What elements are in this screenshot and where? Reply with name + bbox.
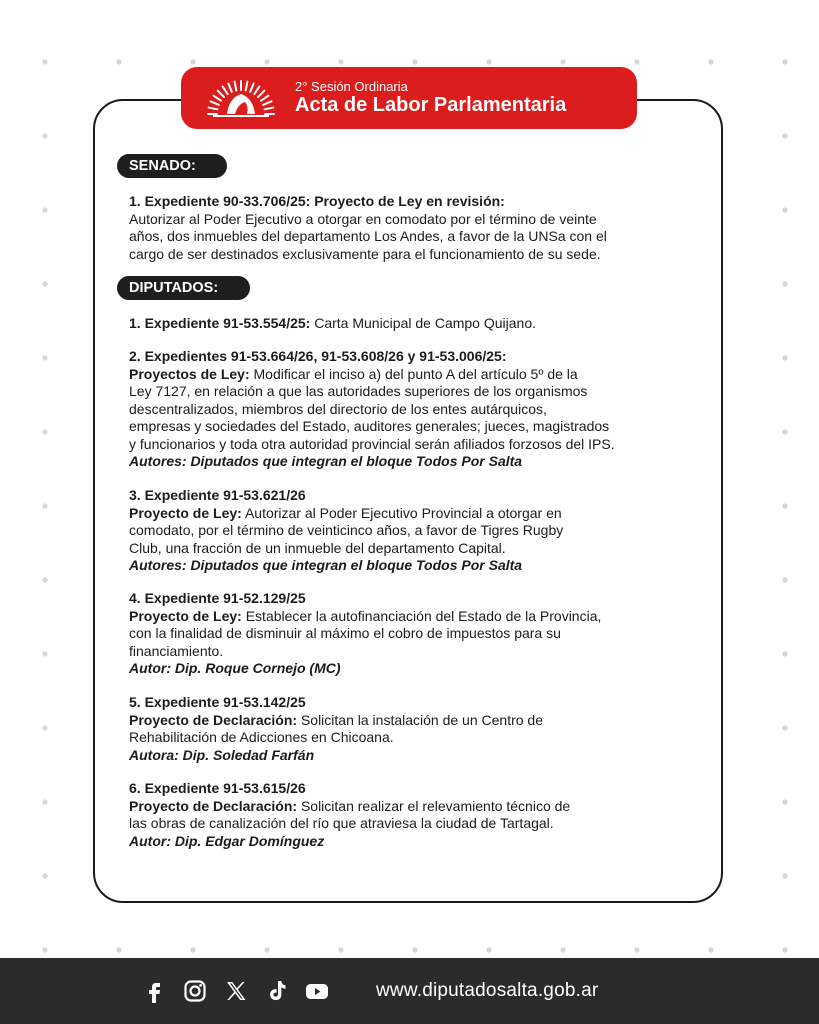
item-author: Autores: Diputados que integran el bloque Todos Por Salta xyxy=(129,453,523,469)
senado-item-line: años, dos inmuebles del departamento Los Andes, a favor de la UNSa con el xyxy=(129,228,607,244)
item-type: Proyecto de Ley: xyxy=(129,607,242,624)
x-icon[interactable] xyxy=(224,979,248,1003)
item-heading: 3. Expediente 91-53.621/26 xyxy=(129,487,306,503)
senado-item-line: cargo de ser destinados exclusivamente para el funcionamiento de su sede. xyxy=(129,245,601,262)
item-heading: 2. Expedientes 91-53.664/26, 91-53.608/26 y 91-53.006/25: xyxy=(129,348,507,364)
facebook-icon[interactable] xyxy=(143,979,167,1003)
item-line: con la finalidad de disminuir al máximo el cobro de impuestos para su xyxy=(129,625,561,641)
item-line: las obras de canalización del río que atraviesa la ciudad de Tartagal. xyxy=(129,815,554,831)
item-line: financiamiento. xyxy=(129,642,224,659)
item-line: Rehabilitación de Adicciones en Chicoana. xyxy=(129,729,394,745)
item-type: Proyectos de Ley: xyxy=(129,365,250,382)
instagram-icon[interactable] xyxy=(183,979,207,1003)
item-author: Autores: Diputados que integran el bloque Todos Por Salta xyxy=(129,557,523,573)
website-link[interactable]: www.diputadosalta.gob.ar xyxy=(376,980,599,1001)
diputados-item-2 xyxy=(129,348,709,471)
senado-section-label: SENADO: xyxy=(117,154,227,178)
legislature-sun-logo-icon xyxy=(205,74,277,118)
item-type: Proyecto de Ley: xyxy=(129,504,242,521)
page-title: Acta de Labor Parlamentaria xyxy=(295,94,567,116)
item-author: Autora: Dip. Soledad Farfán xyxy=(129,746,315,763)
diputados-item-4 xyxy=(129,590,709,678)
item-line: Establecer la autofinanciación del Estado de la Provincia, xyxy=(241,607,602,624)
senado-item-1 xyxy=(129,193,709,263)
item-line: Ley 7127, en relación a que las autoridades superiores de los organismos xyxy=(129,383,588,399)
item-heading: 5. Expediente 91-53.142/25 xyxy=(129,694,306,710)
item-line: Solicitan realizar el relevamiento técnico de xyxy=(297,797,571,814)
footer-bar xyxy=(0,958,819,1024)
diputados-item-3 xyxy=(129,487,709,575)
item-line: y funcionarios y toda otra autoridad provincial serán afiliados forzosos del IPS. xyxy=(129,435,615,452)
diputados-item-1 xyxy=(129,315,709,333)
item-author: Autor: Dip. Roque Cornejo (MC) xyxy=(129,660,341,676)
youtube-icon[interactable] xyxy=(305,979,329,1003)
item-author: Autor: Dip. Edgar Domínguez xyxy=(129,832,325,849)
item-heading: 1. Expediente 91-53.554/25: xyxy=(129,315,311,331)
senado-item-heading: 1. Expediente 90-33.706/25: Proyecto de Ley en revisión: xyxy=(129,193,505,209)
item-line: empresas y sociedades del Estado, auditores generales; jueces, magistrados xyxy=(129,418,610,434)
tiktok-icon[interactable] xyxy=(265,979,289,1003)
item-text: Carta Municipal de Campo Quijano. xyxy=(310,315,536,331)
item-type: Proyecto de Declaración: xyxy=(129,711,298,728)
item-type: Proyecto de Declaración: xyxy=(129,797,298,814)
session-subtitle: 2° Sesión Ordinaria xyxy=(295,79,408,94)
item-line: Solicitan la instalación de un Centro de xyxy=(297,711,543,728)
item-line: Club, una fracción de un inmueble del departamento Capital. xyxy=(129,539,506,556)
diputados-item-5 xyxy=(129,694,709,764)
item-line: descentralizados, miembros del directorio de los entes autárquicos, xyxy=(129,400,547,417)
item-heading: 4. Expediente 91-52.129/25 xyxy=(129,590,306,606)
item-line: comodato, por el término de veinticinco años, a favor de Tigres Rugby xyxy=(129,522,564,538)
item-heading: 6. Expediente 91-53.615/26 xyxy=(129,780,306,796)
item-line: Autorizar al Poder Ejecutivo Provincial a otorgar en xyxy=(241,504,562,521)
header-banner xyxy=(181,67,637,129)
diputados-item-6 xyxy=(129,780,709,850)
item-line: Modificar el inciso a) del punto A del artículo 5º de la xyxy=(249,365,578,382)
senado-item-line: Autorizar al Poder Ejecutivo a otorgar en comodato por el término de veinte xyxy=(129,210,597,227)
diputados-section-label: DIPUTADOS: xyxy=(117,276,250,300)
